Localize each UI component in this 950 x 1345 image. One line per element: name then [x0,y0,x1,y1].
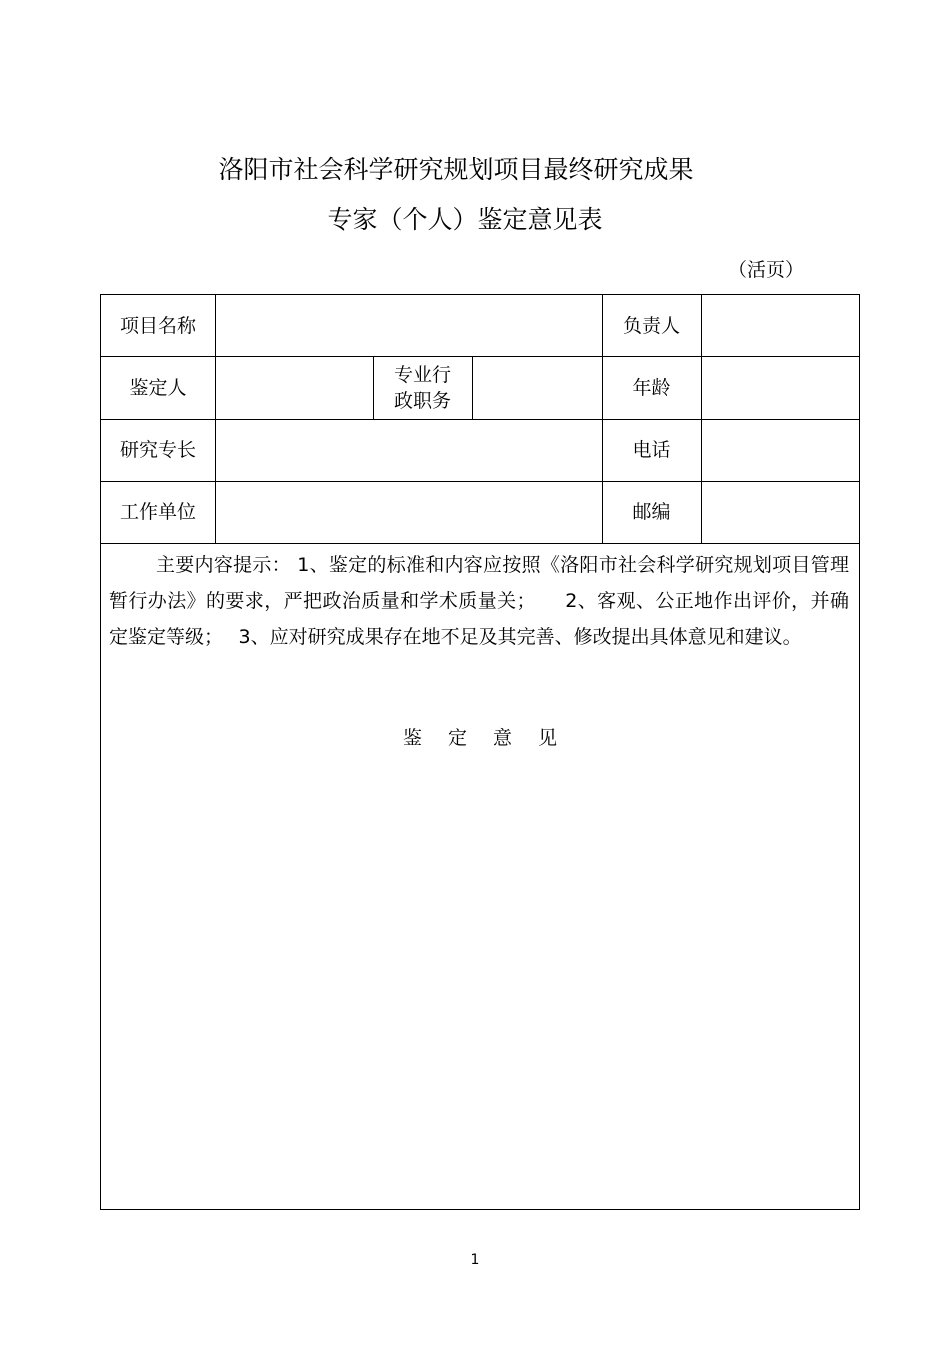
label-work-unit: 工作单位 [119,501,196,523]
opinion-text-area[interactable] [111,765,849,1195]
phone-field[interactable] [702,419,859,481]
opinion-heading-char: 定 [447,727,467,749]
document-title-line2: 专家（个人）鉴定意见表 [327,205,603,234]
label-professional-title: 专业行 政职务 [393,363,451,412]
work-unit-field[interactable] [216,481,602,543]
postcode-field[interactable] [702,481,859,543]
evaluation-form [100,294,860,1210]
principal-field[interactable] [702,295,859,356]
label-postcode: 邮编 [632,501,671,523]
page-number: 1 [470,1252,480,1268]
loose-leaf-note: （活页） [728,259,805,281]
label-project-name: 项目名称 [119,314,196,337]
opinion-heading-char: 鉴 [402,727,422,749]
project-name-field[interactable] [216,295,602,356]
opinion-heading [101,723,859,750]
label-principal: 负责人 [622,314,680,337]
document-title-line1: 洛阳市社会科学研究规划项目最终研究成果 [218,155,694,184]
professional-title-field[interactable] [473,356,602,419]
label-evaluator: 鉴定人 [129,376,187,399]
opinion-heading-char: 见 [538,727,558,749]
content-guidelines: 主要内容提示： 1、鉴定的标准和内容应按照《洛阳市社会科学研究规划项目管理暂行办法》的要求，严把政治质量和学术质量关； 2、客观、公正地作出评价，并确定鉴定等级； 3、应对研究成果存在地不足及其完善、修改提出具体意见和建议。 [109,554,849,648]
age-field[interactable] [702,356,859,419]
research-specialty-field[interactable] [216,419,602,481]
label-research-specialty: 研究专长 [119,439,196,461]
opinion-heading-char: 意 [493,727,513,749]
row-divider [101,543,859,544]
label-phone: 电话 [632,439,671,461]
evaluator-field[interactable] [216,356,373,419]
label-age: 年龄 [632,376,671,399]
